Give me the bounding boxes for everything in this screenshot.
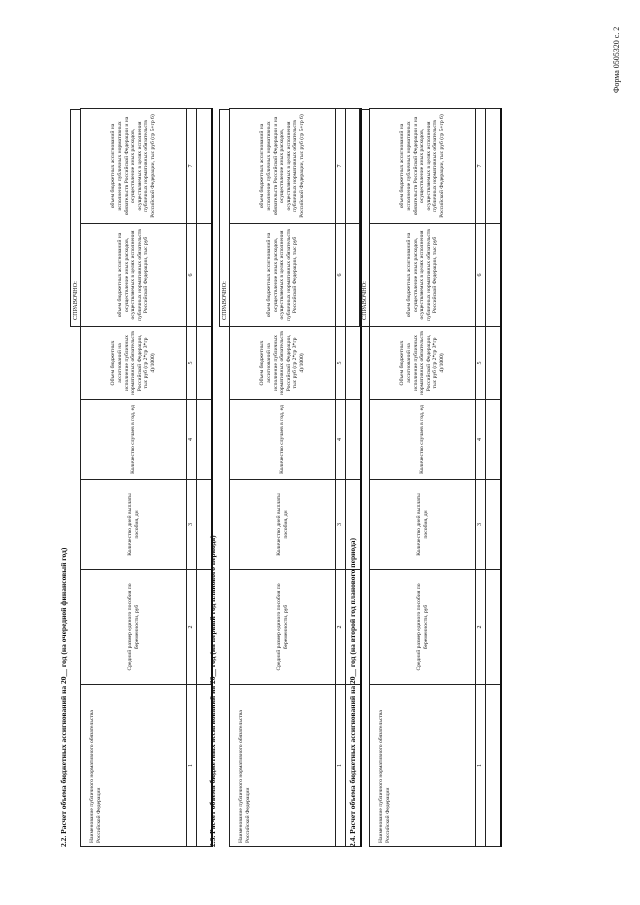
calculation-table <box>369 108 502 847</box>
table-cell <box>486 480 502 570</box>
column-number: 1 <box>187 685 197 847</box>
column-number: 6 <box>336 224 346 327</box>
column-number: 3 <box>336 480 346 570</box>
table-header-row <box>370 109 476 847</box>
column-header-avg-allowance: Средний размер единого пособия по беременности, руб <box>370 570 476 685</box>
column-header-obligations-volume: Объем бюджетных ассигнований на исполнение публичных нормативных обязательств Российской Федерации, тыс руб (гр 2*гр 3*гр 4)/1000) <box>81 327 187 400</box>
column-number: 5 <box>187 327 197 400</box>
table-cell <box>486 109 502 224</box>
column-number: 5 <box>336 327 346 400</box>
form-code: Форма 0505320 с. 2 <box>612 26 621 93</box>
column-header-obligations-volume: Объем бюджетных ассигнований на исполнение публичных нормативных обязательств Российской Федерации, тыс руб (гр 2*гр 3*гр 4)/1000) <box>230 327 336 400</box>
reference-header <box>70 109 80 847</box>
reference-label: СПРАВОЧНО: <box>70 109 80 327</box>
column-number: 4 <box>476 400 486 480</box>
section-2-2 <box>58 109 213 847</box>
column-numbers-row <box>187 109 197 847</box>
column-numbers-row <box>336 109 346 847</box>
table-cell <box>486 327 502 400</box>
column-number: 2 <box>187 570 197 685</box>
column-number: 4 <box>187 400 197 480</box>
column-header-name: Наименование публичного нормативного обязательства Российской Федерации <box>370 685 476 847</box>
reference-header <box>219 109 229 847</box>
reference-header <box>359 109 369 847</box>
column-header-total: объем бюджетных ассигнований на исполнение публичных нормативных обязательств Российской Федерации и на осуществление иных расходов, осуществляемых в целях исполнения публичных нормативных обязательств Российской Федерации, тыс руб (гр 5+гр 6) <box>81 109 187 224</box>
column-header-obligations-volume: Объем бюджетных ассигнований на исполнение публичных нормативных обязательств Российской Федерации, тыс руб (гр 2*гр 3*гр 4)/1000) <box>370 327 476 400</box>
column-number: 6 <box>187 224 197 327</box>
column-number: 3 <box>476 480 486 570</box>
table-header-row <box>81 109 187 847</box>
column-number: 7 <box>476 109 486 224</box>
column-number: 7 <box>187 109 197 224</box>
column-header-avg-allowance: Средний размер единого пособия по беременности, руб <box>230 570 336 685</box>
column-header-name: Наименование публичного нормативного обязательства Российской Федерации <box>81 685 187 847</box>
table-cell <box>486 400 502 480</box>
table-header-row <box>230 109 336 847</box>
column-header-cases: Количество случаев в год, ед <box>230 400 336 480</box>
column-header-avg-allowance: Средний размер единого пособия по беременности, руб <box>81 570 187 685</box>
section-2-3 <box>207 109 362 847</box>
column-header-days: Количество дней выплаты пособия, дн <box>81 480 187 570</box>
column-number: 2 <box>336 570 346 685</box>
column-header-cases: Количество случаев в год, ед <box>81 400 187 480</box>
column-header-days: Количество дней выплаты пособия, дн <box>230 480 336 570</box>
column-number: 5 <box>476 327 486 400</box>
column-number: 1 <box>476 685 486 847</box>
table-cell <box>486 224 502 327</box>
column-number: 4 <box>336 400 346 480</box>
reference-label: СПРАВОЧНО: <box>359 109 369 327</box>
column-number: 3 <box>187 480 197 570</box>
reference-label: СПРАВОЧНО: <box>219 109 229 327</box>
column-header-days: Количество дней выплаты пособия, дн <box>370 480 476 570</box>
calculation-table <box>229 108 362 847</box>
column-numbers-row <box>476 109 486 847</box>
section-title: 2.2. Расчет объема бюджетных ассигнований на 20__ год (на очередной финансовый год) <box>59 547 68 847</box>
calculation-table <box>80 108 213 847</box>
section-2-4 <box>347 109 502 847</box>
section-title: 2.3. Расчет объема бюджетных ассигнований на 20__ год (на первый год планового периода) <box>208 535 217 847</box>
column-header-name: Наименование публичного нормативного обязательства Российской Федерации <box>230 685 336 847</box>
column-number: 1 <box>336 685 346 847</box>
table-row <box>486 109 502 847</box>
column-header-other-expenses: объем бюджетных ассигнований на осуществление иных расходов, осуществляемых в целях исполнения публичных нормативных обязательств Российской Федерации, тыс руб <box>370 224 476 327</box>
table-cell <box>486 685 502 847</box>
column-header-other-expenses: объем бюджетных ассигнований на осуществление иных расходов, осуществляемых в целях исполнения публичных нормативных обязательств Российской Федерации, тыс руб <box>230 224 336 327</box>
section-title: 2.4. Расчет объема бюджетных ассигнований на 20__ год (на второй год планового периода) <box>348 537 357 847</box>
table-cell <box>486 570 502 685</box>
column-header-total: объем бюджетных ассигнований на исполнение публичных нормативных обязательств Российской Федерации и на осуществление иных расходов, осуществляемых в целях исполнения публичных нормативных обязательств Российской Федерации, тыс руб (гр 5+гр 6) <box>230 109 336 224</box>
column-number: 2 <box>476 570 486 685</box>
column-header-other-expenses: объем бюджетных ассигнований на осуществление иных расходов, осуществляемых в целях исполнения публичных нормативных обязательств Российской Федерации, тыс руб <box>81 224 187 327</box>
column-header-cases: Количество случаев в год, ед <box>370 400 476 480</box>
column-header-total: объем бюджетных ассигнований на исполнение публичных нормативных обязательств Российской Федерации и на осуществление иных расходов, осуществляемых в целях исполнения публичных нормативных обязательств Российской Федерации, тыс руб (гр 5+гр 6) <box>370 109 476 224</box>
column-number: 6 <box>476 224 486 327</box>
column-number: 7 <box>336 109 346 224</box>
